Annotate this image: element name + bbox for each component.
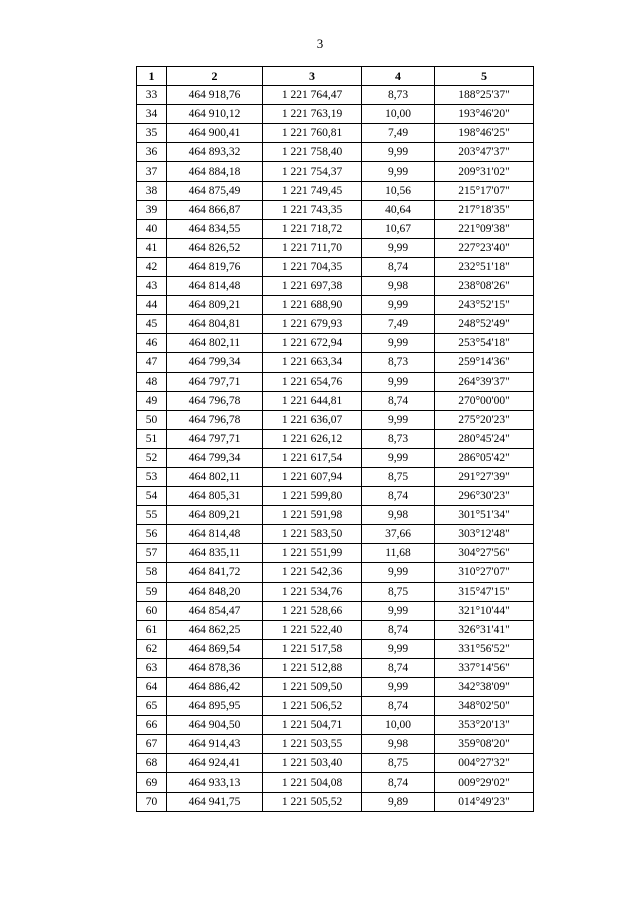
table-row bbox=[137, 658, 534, 677]
point-number-cell: 57 bbox=[137, 544, 167, 563]
bearing-cell: 014°49'23" bbox=[435, 792, 534, 811]
distance-cell: 7,49 bbox=[362, 315, 435, 334]
distance-cell: 9,99 bbox=[362, 678, 435, 697]
point-number-cell: 41 bbox=[137, 238, 167, 257]
table-row bbox=[137, 219, 534, 238]
y-coordinate-cell: 1 221 522,40 bbox=[263, 620, 362, 639]
table-row bbox=[137, 754, 534, 773]
y-coordinate-cell: 1 221 743,35 bbox=[263, 200, 362, 219]
distance-cell: 8,75 bbox=[362, 467, 435, 486]
point-number-cell: 51 bbox=[137, 429, 167, 448]
column-header-4: 4 bbox=[362, 67, 435, 86]
y-coordinate-cell: 1 221 654,76 bbox=[263, 372, 362, 391]
table-row bbox=[137, 334, 534, 353]
table-row bbox=[137, 735, 534, 754]
distance-cell: 9,99 bbox=[362, 372, 435, 391]
distance-cell: 9,99 bbox=[362, 639, 435, 658]
x-coordinate-cell: 464 941,75 bbox=[167, 792, 263, 811]
y-coordinate-cell: 1 221 551,99 bbox=[263, 544, 362, 563]
distance-cell: 8,75 bbox=[362, 582, 435, 601]
x-coordinate-cell: 464 819,76 bbox=[167, 257, 263, 276]
table-row bbox=[137, 200, 534, 219]
bearing-cell: 198°46'25" bbox=[435, 124, 534, 143]
x-coordinate-cell: 464 914,43 bbox=[167, 735, 263, 754]
x-coordinate-cell: 464 802,11 bbox=[167, 334, 263, 353]
point-number-cell: 52 bbox=[137, 448, 167, 467]
distance-cell: 10,00 bbox=[362, 716, 435, 735]
x-coordinate-cell: 464 799,34 bbox=[167, 353, 263, 372]
bearing-cell: 188°25'37" bbox=[435, 86, 534, 105]
bearing-cell: 304°27'56" bbox=[435, 544, 534, 563]
x-coordinate-cell: 464 895,95 bbox=[167, 697, 263, 716]
distance-cell: 8,74 bbox=[362, 391, 435, 410]
distance-cell: 9,98 bbox=[362, 735, 435, 754]
bearing-cell: 280°45'24" bbox=[435, 429, 534, 448]
table-row bbox=[137, 582, 534, 601]
x-coordinate-cell: 464 854,47 bbox=[167, 601, 263, 620]
point-number-cell: 54 bbox=[137, 487, 167, 506]
point-number-cell: 40 bbox=[137, 219, 167, 238]
y-coordinate-cell: 1 221 506,52 bbox=[263, 697, 362, 716]
table-row bbox=[137, 162, 534, 181]
point-number-cell: 48 bbox=[137, 372, 167, 391]
x-coordinate-cell: 464 797,71 bbox=[167, 429, 263, 448]
table-row bbox=[137, 410, 534, 429]
distance-cell: 11,68 bbox=[362, 544, 435, 563]
table-row bbox=[137, 792, 534, 811]
distance-cell: 9,89 bbox=[362, 792, 435, 811]
point-number-cell: 44 bbox=[137, 296, 167, 315]
point-number-cell: 65 bbox=[137, 697, 167, 716]
point-number-cell: 46 bbox=[137, 334, 167, 353]
table-row bbox=[137, 506, 534, 525]
y-coordinate-cell: 1 221 505,52 bbox=[263, 792, 362, 811]
distance-cell: 10,67 bbox=[362, 219, 435, 238]
y-coordinate-cell: 1 221 528,66 bbox=[263, 601, 362, 620]
distance-cell: 10,00 bbox=[362, 105, 435, 124]
point-number-cell: 35 bbox=[137, 124, 167, 143]
table-row bbox=[137, 143, 534, 162]
bearing-cell: 217°18'35" bbox=[435, 200, 534, 219]
point-number-cell: 64 bbox=[137, 678, 167, 697]
point-number-cell: 59 bbox=[137, 582, 167, 601]
distance-cell: 9,98 bbox=[362, 506, 435, 525]
point-number-cell: 53 bbox=[137, 467, 167, 486]
x-coordinate-cell: 464 848,20 bbox=[167, 582, 263, 601]
column-header-1: 1 bbox=[137, 67, 167, 86]
table-row bbox=[137, 639, 534, 658]
table-row bbox=[137, 773, 534, 792]
distance-cell: 9,98 bbox=[362, 277, 435, 296]
table-row bbox=[137, 563, 534, 582]
point-number-cell: 36 bbox=[137, 143, 167, 162]
bearing-cell: 009°29'02" bbox=[435, 773, 534, 792]
page-number: 3 bbox=[316, 36, 324, 51]
bearing-cell: 337°14'56" bbox=[435, 658, 534, 677]
table-row bbox=[137, 620, 534, 639]
column-header-5: 5 bbox=[435, 67, 534, 86]
table-row bbox=[137, 372, 534, 391]
y-coordinate-cell: 1 221 672,94 bbox=[263, 334, 362, 353]
table-row bbox=[137, 124, 534, 143]
y-coordinate-cell: 1 221 760,81 bbox=[263, 124, 362, 143]
table-row bbox=[137, 448, 534, 467]
point-number-cell: 60 bbox=[137, 601, 167, 620]
bearing-cell: 321°10'44" bbox=[435, 601, 534, 620]
bearing-cell: 004°27'32" bbox=[435, 754, 534, 773]
y-coordinate-cell: 1 221 688,90 bbox=[263, 296, 362, 315]
bearing-cell: 303°12'48" bbox=[435, 525, 534, 544]
distance-cell: 8,74 bbox=[362, 487, 435, 506]
distance-cell: 9,99 bbox=[362, 334, 435, 353]
point-number-cell: 61 bbox=[137, 620, 167, 639]
bearing-cell: 270°00'00" bbox=[435, 391, 534, 410]
table-row bbox=[137, 716, 534, 735]
table-row bbox=[137, 105, 534, 124]
bearing-cell: 331°56'52" bbox=[435, 639, 534, 658]
point-number-cell: 70 bbox=[137, 792, 167, 811]
y-coordinate-cell: 1 221 644,81 bbox=[263, 391, 362, 410]
y-coordinate-cell: 1 221 617,54 bbox=[263, 448, 362, 467]
point-number-cell: 34 bbox=[137, 105, 167, 124]
point-number-cell: 47 bbox=[137, 353, 167, 372]
table-row bbox=[137, 257, 534, 276]
y-coordinate-cell: 1 221 663,34 bbox=[263, 353, 362, 372]
y-coordinate-cell: 1 221 749,45 bbox=[263, 181, 362, 200]
table-row bbox=[137, 487, 534, 506]
bearing-cell: 359°08'20" bbox=[435, 735, 534, 754]
x-coordinate-cell: 464 805,31 bbox=[167, 487, 263, 506]
distance-cell: 8,73 bbox=[362, 86, 435, 105]
y-coordinate-cell: 1 221 704,35 bbox=[263, 257, 362, 276]
bearing-cell: 353°20'13" bbox=[435, 716, 534, 735]
bearing-cell: 238°08'26" bbox=[435, 277, 534, 296]
table-row bbox=[137, 678, 534, 697]
table-row bbox=[137, 544, 534, 563]
y-coordinate-cell: 1 221 697,38 bbox=[263, 277, 362, 296]
y-coordinate-cell: 1 221 679,93 bbox=[263, 315, 362, 334]
y-coordinate-cell: 1 221 583,50 bbox=[263, 525, 362, 544]
point-number-cell: 42 bbox=[137, 257, 167, 276]
x-coordinate-cell: 464 933,13 bbox=[167, 773, 263, 792]
x-coordinate-cell: 464 814,48 bbox=[167, 277, 263, 296]
x-coordinate-cell: 464 826,52 bbox=[167, 238, 263, 257]
y-coordinate-cell: 1 221 718,72 bbox=[263, 219, 362, 238]
bearing-cell: 209°31'02" bbox=[435, 162, 534, 181]
table-row bbox=[137, 467, 534, 486]
x-coordinate-cell: 464 884,18 bbox=[167, 162, 263, 181]
x-coordinate-cell: 464 804,81 bbox=[167, 315, 263, 334]
y-coordinate-cell: 1 221 754,37 bbox=[263, 162, 362, 181]
distance-cell: 8,74 bbox=[362, 658, 435, 677]
table-header-row bbox=[137, 67, 534, 86]
table-row bbox=[137, 353, 534, 372]
y-coordinate-cell: 1 221 636,07 bbox=[263, 410, 362, 429]
bearing-cell: 232°51'18" bbox=[435, 257, 534, 276]
distance-cell: 9,99 bbox=[362, 238, 435, 257]
distance-cell: 8,75 bbox=[362, 754, 435, 773]
point-number-cell: 37 bbox=[137, 162, 167, 181]
bearing-cell: 326°31'41" bbox=[435, 620, 534, 639]
point-number-cell: 58 bbox=[137, 563, 167, 582]
y-coordinate-cell: 1 221 542,36 bbox=[263, 563, 362, 582]
table-row bbox=[137, 277, 534, 296]
y-coordinate-cell: 1 221 626,12 bbox=[263, 429, 362, 448]
table-row bbox=[137, 601, 534, 620]
x-coordinate-cell: 464 866,87 bbox=[167, 200, 263, 219]
bearing-cell: 348°02'50" bbox=[435, 697, 534, 716]
distance-cell: 9,99 bbox=[362, 296, 435, 315]
table-row bbox=[137, 86, 534, 105]
y-coordinate-cell: 1 221 534,76 bbox=[263, 582, 362, 601]
bearing-cell: 275°20'23" bbox=[435, 410, 534, 429]
y-coordinate-cell: 1 221 607,94 bbox=[263, 467, 362, 486]
bearing-cell: 291°27'39" bbox=[435, 467, 534, 486]
bearing-cell: 243°52'15" bbox=[435, 296, 534, 315]
coordinates-table bbox=[136, 66, 534, 812]
y-coordinate-cell: 1 221 517,58 bbox=[263, 639, 362, 658]
bearing-cell: 248°52'49" bbox=[435, 315, 534, 334]
column-header-3: 3 bbox=[263, 67, 362, 86]
y-coordinate-cell: 1 221 599,80 bbox=[263, 487, 362, 506]
point-number-cell: 67 bbox=[137, 735, 167, 754]
x-coordinate-cell: 464 878,36 bbox=[167, 658, 263, 677]
point-number-cell: 69 bbox=[137, 773, 167, 792]
bearing-cell: 264°39'37" bbox=[435, 372, 534, 391]
table-row bbox=[137, 181, 534, 200]
point-number-cell: 39 bbox=[137, 200, 167, 219]
table-row bbox=[137, 429, 534, 448]
x-coordinate-cell: 464 802,11 bbox=[167, 467, 263, 486]
bearing-cell: 203°47'37" bbox=[435, 143, 534, 162]
table-row bbox=[137, 697, 534, 716]
x-coordinate-cell: 464 799,34 bbox=[167, 448, 263, 467]
point-number-cell: 45 bbox=[137, 315, 167, 334]
bearing-cell: 227°23'40" bbox=[435, 238, 534, 257]
point-number-cell: 63 bbox=[137, 658, 167, 677]
distance-cell: 8,74 bbox=[362, 620, 435, 639]
x-coordinate-cell: 464 814,48 bbox=[167, 525, 263, 544]
distance-cell: 9,99 bbox=[362, 162, 435, 181]
x-coordinate-cell: 464 886,42 bbox=[167, 678, 263, 697]
x-coordinate-cell: 464 862,25 bbox=[167, 620, 263, 639]
distance-cell: 7,49 bbox=[362, 124, 435, 143]
distance-cell: 40,64 bbox=[362, 200, 435, 219]
table-row bbox=[137, 296, 534, 315]
x-coordinate-cell: 464 834,55 bbox=[167, 219, 263, 238]
distance-cell: 8,74 bbox=[362, 257, 435, 276]
y-coordinate-cell: 1 221 764,47 bbox=[263, 86, 362, 105]
bearing-cell: 315°47'15" bbox=[435, 582, 534, 601]
point-number-cell: 55 bbox=[137, 506, 167, 525]
y-coordinate-cell: 1 221 591,98 bbox=[263, 506, 362, 525]
bearing-cell: 286°05'42" bbox=[435, 448, 534, 467]
distance-cell: 37,66 bbox=[362, 525, 435, 544]
point-number-cell: 43 bbox=[137, 277, 167, 296]
distance-cell: 9,99 bbox=[362, 448, 435, 467]
distance-cell: 8,74 bbox=[362, 697, 435, 716]
y-coordinate-cell: 1 221 504,71 bbox=[263, 716, 362, 735]
x-coordinate-cell: 464 835,11 bbox=[167, 544, 263, 563]
bearing-cell: 215°17'07" bbox=[435, 181, 534, 200]
distance-cell: 8,73 bbox=[362, 353, 435, 372]
x-coordinate-cell: 464 869,54 bbox=[167, 639, 263, 658]
y-coordinate-cell: 1 221 758,40 bbox=[263, 143, 362, 162]
bearing-cell: 296°30'23" bbox=[435, 487, 534, 506]
bearing-cell: 221°09'38" bbox=[435, 219, 534, 238]
x-coordinate-cell: 464 797,71 bbox=[167, 372, 263, 391]
x-coordinate-cell: 464 796,78 bbox=[167, 391, 263, 410]
point-number-cell: 68 bbox=[137, 754, 167, 773]
table-body bbox=[137, 86, 534, 812]
x-coordinate-cell: 464 893,32 bbox=[167, 143, 263, 162]
distance-cell: 8,74 bbox=[362, 773, 435, 792]
point-number-cell: 62 bbox=[137, 639, 167, 658]
y-coordinate-cell: 1 221 503,55 bbox=[263, 735, 362, 754]
distance-cell: 9,99 bbox=[362, 601, 435, 620]
distance-cell: 8,73 bbox=[362, 429, 435, 448]
y-coordinate-cell: 1 221 509,50 bbox=[263, 678, 362, 697]
distance-cell: 9,99 bbox=[362, 563, 435, 582]
x-coordinate-cell: 464 924,41 bbox=[167, 754, 263, 773]
table-row bbox=[137, 238, 534, 257]
distance-cell: 9,99 bbox=[362, 143, 435, 162]
bearing-cell: 193°46'20" bbox=[435, 105, 534, 124]
bearing-cell: 253°54'18" bbox=[435, 334, 534, 353]
distance-cell: 9,99 bbox=[362, 410, 435, 429]
x-coordinate-cell: 464 809,21 bbox=[167, 506, 263, 525]
x-coordinate-cell: 464 875,49 bbox=[167, 181, 263, 200]
y-coordinate-cell: 1 221 711,70 bbox=[263, 238, 362, 257]
x-coordinate-cell: 464 910,12 bbox=[167, 105, 263, 124]
x-coordinate-cell: 464 904,50 bbox=[167, 716, 263, 735]
point-number-cell: 56 bbox=[137, 525, 167, 544]
x-coordinate-cell: 464 809,21 bbox=[167, 296, 263, 315]
y-coordinate-cell: 1 221 503,40 bbox=[263, 754, 362, 773]
point-number-cell: 50 bbox=[137, 410, 167, 429]
x-coordinate-cell: 464 918,76 bbox=[167, 86, 263, 105]
y-coordinate-cell: 1 221 512,88 bbox=[263, 658, 362, 677]
bearing-cell: 310°27'07" bbox=[435, 563, 534, 582]
table-row bbox=[137, 525, 534, 544]
point-number-cell: 33 bbox=[137, 86, 167, 105]
y-coordinate-cell: 1 221 763,19 bbox=[263, 105, 362, 124]
point-number-cell: 49 bbox=[137, 391, 167, 410]
table-row bbox=[137, 391, 534, 410]
bearing-cell: 342°38'09" bbox=[435, 678, 534, 697]
x-coordinate-cell: 464 900,41 bbox=[167, 124, 263, 143]
x-coordinate-cell: 464 796,78 bbox=[167, 410, 263, 429]
bearing-cell: 259°14'36" bbox=[435, 353, 534, 372]
y-coordinate-cell: 1 221 504,08 bbox=[263, 773, 362, 792]
point-number-cell: 38 bbox=[137, 181, 167, 200]
table-row bbox=[137, 315, 534, 334]
column-header-2: 2 bbox=[167, 67, 263, 86]
point-number-cell: 66 bbox=[137, 716, 167, 735]
distance-cell: 10,56 bbox=[362, 181, 435, 200]
bearing-cell: 301°51'34" bbox=[435, 506, 534, 525]
x-coordinate-cell: 464 841,72 bbox=[167, 563, 263, 582]
